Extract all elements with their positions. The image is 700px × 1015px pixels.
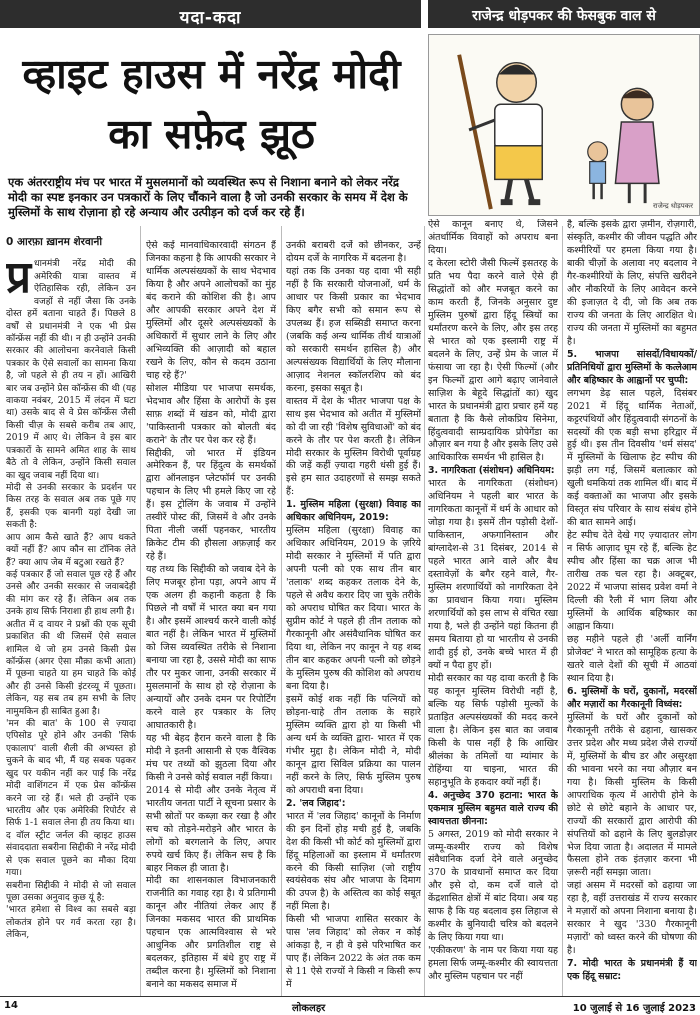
issue-date: 10 जुलाई से 16 जुलाई 2023	[572, 1003, 696, 1014]
paragraph: भारत के नागरिकता (संशोधन) अधिनियम ने पहली बार भारत के नागरिकता कानूनों में धर्म के आधार को जोड़ा गया है। इसमें तीन पड़ोसी देशों-पाकिस्तान, अफगानिस्तान और बांग्लादेश-से 31 दिसंबर, 2014 से पहले भारत आने वाले और बैध दस्तावेज़ों के बगैर रहने वाले, गैर-मुस्लिम शरणार्थियों को नागरिकता देने का प्रावधान किया गया। मुस्लिम शरणार्थियों को इस लाभ से वंचित रखा गया है, भले ही उन्होंने यहां कितना ही समय बिताया हो या भारतीय से उनकी शादी हुई हो, उनके बच्चे भारत में ही क्यों न पैदा हुए हों।	[428, 478, 558, 671]
cartoon	[428, 34, 700, 216]
paragraph: 5 अगस्त, 2019 को मोदी सरकार ने जम्मू-कश्मीर राज्य को विशेष संवैधानिक दर्जा देने वाले अनुच्छेद 370 के प्रावधानों समाप्त कर दिया और इसे दो, कम दर्जे वाले दो केंद्रशासित क्षेत्रों में बांट दिया। अब यह साफ है कि यह बदलाव इस लिहाज से कश्मीर के बुनियादी चरित्र को बदलने के लिए किया गया था।	[428, 828, 558, 944]
paragraph: द वॉल स्ट्रीट जर्नल की व्हाइट हाउस संवाददाता सबरीना सिद्दीकी ने नरेंद्र मोदी से एक सवाल पूछने का मौका दिया गया।	[6, 830, 136, 879]
column-2	[146, 240, 276, 992]
paragraph: किसी भी भाजपा शासित सरकार के पास 'लव जिहाद' को लेकर न कोई आंकड़ा है, न ही वे इसे परिभाषित कर पाए हैं। लेकिन 2022 के अंत तक कम से 11 ऐसे राज्यों ने किसी न किसी रूप में	[286, 914, 421, 991]
paragraph: यह तथ्य कि सिद्दीकी को जवाब देने के लिए मजबूर होना पड़ा, अपने आप में एक अलग ही कहानी कहता है कि पिछले नौ वर्षों में भारत क्या बन गया है। और इसमें आश्चर्य करने वाली कोई बात नहीं है। लेकिन भारत में मुस्लिमों को जिस व्यवस्थित तरीके से निशाना बनाया जा रहा है, उससे मोदी का साफ तौर पर मुकर जाना, उनकी सरकार में मुसलमानों के साथ हो रहे रोज़ाना के अन्यायों और उनके दमन पर रिपोर्टिंग करने वाले हर पत्रकार के लिए आघातकारी है।	[146, 564, 276, 731]
paragraph: 'भारत हमेशा से विश्व का सबसे बड़ा लोकतंत्र होने पर गर्व करता रहा है। लेकिन,	[6, 905, 136, 941]
section-label: यदा-कदा	[179, 8, 242, 28]
paragraph: अतीत में द वायर ने प्रश्नों की एक सूची प्रकाशित की थी जिसमें ऐसे सवाल शामिल थे जो हम उनसे किसी प्रेस कॉन्फ्रेंस (अगर ऐसा मौक़ा कभी आता) में पूछना चाहते या हम चाहते कि कोई और ही उनसे किसी इंटरव्यू में पूछता। लेकिन, यह सब तब हम सभी के लिए नामुमकिन ही साबित हुआ है।	[6, 619, 136, 717]
column-divider	[140, 226, 141, 996]
paragraph: इसमें कोई शक नहीं कि पत्नियों को छोड़ना-चाहे तीन तलाक के सहारे मुस्लिम व्यक्ति द्वारा हो या किसी भी अन्य धर्म के व्यक्ति द्वारा- भारत में एक गंभीर मुद्दा है। लेकिन मोदी ने, मोदी कानून द्वारा सिविल प्रक्रिया का पालन नहीं करने के लिए, सिर्फ मुस्लिम पुरुष को अपराधी बना दिया।	[286, 693, 421, 796]
paragraph: 2014 से मोदी और उनके नेतृत्व में भारतीय जनता पार्टी ने सूचना प्रसार के सभी स्रोतों पर कब्ज़ा कर रखा है और सच को तोड़ने-मरोड़ने और भारत के लोगों को बरगलाने के लिए, अपार रुपये खर्च किए हैं। लेकिन सच है कि बाहर निकल ही जाता है।	[146, 784, 276, 874]
paragraph: उनकी बराबरी दर्जे को छीनकर, उन्हें दोयम दर्जे के नागरिक में बदलना है।	[286, 240, 421, 264]
page-footer	[0, 998, 700, 1015]
paragraph: मोदी का शासनकाल विभाजनकारी राजनीति का गवाह रहा है। ये प्रतिगामी कानून और नीतियां लेकर आए हैं जिनका मकसद भारत की प्राथमिक पहचान एक आत्मविश्वास से भरे आधुनिक और प्रगतिशील राष्ट्र से बदलकर, इतिहास में बंधे हुए राष्ट्र में तब्दील करना है। मुस्लिमों को निशाना बनाने का मकसद समाज में	[146, 875, 276, 991]
cartoon-illustration	[429, 35, 699, 215]
paragraph: सिद्दीकी, जो भारत में इंडियन अमेरिकन हैं, पर हिंदुत्व के समर्थकों द्वारा ऑनलाइन प्लेटफॉर्म पर उनकी पहचान के लिए भी हमले किए जा रहे हैं। इस ट्रोलिंग के जवाब में उन्होंने तस्वीरें पोस्ट कीं, जिसमें वे और उनके पिता नीली जर्सी पहनकर, भारतीय क्रिकेट टीम की हौसला अफ़ज़ाई कर रहे हैं।	[146, 447, 276, 563]
column-3	[286, 240, 421, 992]
footer-rule	[0, 996, 700, 997]
column-4	[428, 219, 558, 984]
paragraph: ऐसे कानून बनाए थे, जिसने अंतर्धार्मिक विवाहों को अपराध बना दिया।	[428, 219, 558, 256]
subheading: 1. मुस्लिम महिला (सुरक्षा) विवाह का अधिकार अधिनियम, 2019:	[286, 499, 421, 524]
cartoon-banner-label: राजेन्द्र धोड़पकर की फेसबुक वाल से	[472, 8, 656, 24]
paragraph: मुस्लिम महिला (सुरक्षा) विवाह का अधिकार अधिनियम, 2019 के ज़रिये मोदी सरकार ने मुस्लिमों में पति द्वारा अपनी पत्नी को एक साथ तीन बार 'तलाक' शब्द कहकर तलाक देने के, पहले से अवैध करार दिए जा चुके तरीके को अपराध घोषित कर दिया। भारत के सुप्रीम कोर्ट ने पहले ही तीन तलाक को गैरकानूनी और असंवैधानिक घोषित कर दिया था, लेकिन नए कानून ने यह शब्द तीन बार कहकर अपनी पत्नी को छोड़ने के मुस्लिम पुरुष की कोशिश को अपराध बना दिया है।	[286, 525, 421, 692]
paragraph: कई पत्रकार हैं जो सवाल पूछ रहे हैं और उनसे और उनकी सरकार से जवाबदेही की मांग कर रहे हैं। लेकिन अब तक उनके हाथ सिर्फ निराशा ही हाथ लगी है।	[6, 569, 136, 618]
subheading: 2. 'लव जिहाद':	[286, 797, 346, 809]
column-5	[567, 219, 697, 984]
column-1	[6, 236, 136, 942]
paragraph: जहां असम में मदरसों को ढहाया जा रहा है, वहीं उत्तराखंड में राज्य सरकार ने मज़ारों को अपना निशाना बनाया है। सरकार ने खुद '330 गैरकानूनी मज़ारों' को ध्वस्त करने की घोषणा की है।	[567, 880, 697, 957]
paragraph: हेट स्पीच देते देखे गए ज़्यादातर लोग न सिर्फ आज़ाद घूम रहे हैं, बल्कि हेट स्पीच और हिंसा का चक्र आज भी तारीख तक चल रहा है। अक्टूबर, 2022 में भाजपा सांसद प्रवेश वर्मा ने दिल्ली की रैली में भाग लिया और मुस्लिमों के आर्थिक बहिष्कार का आह्वान किया।	[567, 530, 697, 633]
column-divider	[562, 226, 563, 996]
column-divider	[424, 226, 425, 996]
paragraph: द केरला स्टोरी जैसी फिल्में इसतरह के प्रति भय पैदा करने वाले ऐसे ही सिद्धांतों को और मजबूत करने का काम करती हैं, जिनके अनुसार दुष्ट मुस्लिम पुरुषों द्वारा हिंदू स्त्रियों का धर्मांतरण करने के लिए, और इस तरह से भारत को एक इस्लामी राष्ट्र में बदलने के लिए, उन्हें प्रेम के जाल में फंसाया जा रहा है। ऐसी फिल्मों (और इन फिल्मों द्वारा आगे बढ़ाए जानेवाले साज़िश के बेहूदे सिद्धांतों का) खुद भारत के प्रधानमंत्री द्वारा प्रचार हमें यह बताता है कि कैसे लोकप्रिय सिनेमा, हिंदुत्ववादी साम्प्रदायिक प्रोपेगेंडा का औज़ार बन गया है और इसके लिए उसे आधिकारिक समर्थन भी हासिल है।	[428, 257, 558, 464]
subheading: 7. मोदी भारत के प्रधानमंत्री हैं या एक हिंदू सम्राट:	[567, 958, 697, 983]
subheading: 4. अनुच्छेद 370 हटाना: भारत के एकमात्र मुस्लिम बहुमत वाले राज्य की स्वायत्तता छीनना:	[428, 789, 558, 827]
standfirst: एक अंतरराष्ट्रीय मंच पर भारत में मुसलमानों को व्यवस्थित रूप से निशाना बनाने को लेकर नरेंद्र मोदी का स्पष्ट इनकार उन पत्रकारों के लिए चौंकाने वाला है जो उनकी सरकार के समय में देश के मुस्लिमों के साथ रोज़ाना हो रहे अन्याय और उत्पीड़न को दर्ज कर रहे हैं।	[8, 175, 408, 219]
paragraph: छह महीने पहले ही 'अर्ली वार्निंग प्रोजेक्ट' ने भारत को सामूहिक हत्या के खतरे वाले देशों की सूची में आठवां स्थान दिया है।	[567, 634, 697, 684]
subheading: 3. नागरिकता (संशोधन) अधिनियम:	[428, 465, 555, 477]
byline: 0 आरफ़ा ख़ानम शेरवानी	[6, 236, 103, 248]
drop-cap: प्र	[6, 252, 32, 304]
paragraph: आप आम कैसे खाते हैं? आप थकते क्यों नहीं हैं? आप कौन सा टॉनिक लेते हैं? क्या आप जेब में बटुआ रखते हैं?	[6, 532, 136, 568]
page-number: 14	[4, 1000, 18, 1011]
paragraph: यहां तक कि उनका यह दावा भी सही नहीं है कि सरकारी योजनाओं, धर्म के आधार पर किसी प्रकार का भेदभाव किए बगैर सभी को समान रूप से उपलब्ध हैं। हज सब्सिडी समाप्त करना (जबकि कई अन्य धार्मिक तीर्थ यात्राओं को सरकारी समर्थन हासिल है) और अल्पसंख्यक विद्यार्थियों के लिए मौलाना आज़ाद नेशनल स्कॉलरशिप को बंद करना, इसका सबूत है।	[286, 265, 421, 394]
paragraph: सोशल मीडिया पर भाजपा समर्थक, भेदभाव और हिंसा के आरोपों के इस साफ़ शब्दों में खंडन को, मोदी द्वारा 'पाकिस्तानी पत्रकार को बोलती बंद कराने' के तौर पर पेश कर रहे हैं।	[146, 382, 276, 446]
subheading: 6. मुस्लिमों के घरों, दुकानों, मदरसों और मज़ारों का गैरकानूनी विध्वंस:	[567, 685, 697, 710]
subheading: 5. भाजपा सांसदों/विधायकों/प्रतिनिधियों द्वारा मुस्लिमों के कत्लेआम और बहिष्कार के आह्वानों पर चुप्पी:	[567, 348, 697, 386]
paragraph: ऐसे कई मानवाधिकारवादी संगठन हैं जिनका कहना है कि आपकी सरकार ने धार्मिक अल्पसंख्यकों के साथ भेदभाव किया है और अपने आलोचकों का मुंह बंद कराने की कोशिश की है। आप और आपकी सरकार अपने देश में मुस्लिमों और दूसरे अल्पसंख्यकों के अधिकारों में सुधार लाने के लिए और अभिव्यक्ति की आज़ादी को बहाल रखने के लिए, कौन से कदम उठाना चाह रहे हैं?'	[146, 240, 276, 381]
paragraph: मोदी सरकार का यह दावा करती है कि यह कानून मुस्लिम विरोधी नहीं है, बल्कि यह सिर्फ पड़ोसी मुल्कों के प्रताड़ित अल्पसंख्यकों की मदद करने वाला है। लेकिन इस बात का जवाब किसी के पास नहीं है कि आखिर श्रीलंका के तमिलों या म्यांमार के रोहिंग्या या चाइना, भारत की सहानुभूति के हकदार क्यों नहीं हैं।	[428, 672, 558, 788]
cartoon-banner	[428, 0, 700, 28]
paragraph: मोदी से उनकी सरकार के प्रदर्शन पर किस तरह के सवाल अब तक पूछे गए हैं, इसकी एक बानगी यहां देखी जा सकती है:	[6, 483, 136, 531]
paragraph: मुस्लिमों के घरों और दुकानों को गैरकानूनी तरीके से ढहाना, खासकर उत्तर प्रदेश और मध्य प्रदेश जैसे राज्यों में, मुस्लिमों के बीच डर और असुरक्षा की भावना भरने का नया औज़ार बन गया है। किसी मुस्लिम के किसी आपराधिक कृत्य में आरोपी होने के छोटे से छोटे बहाने के आधार पर, राज्यों की सरकारों द्वारा आरोपी की संपत्तियों को ढहाने के लिए बुलडोज़र भेज दिया जाता है। अदालत में मामले फैसला होने तक इंतज़ार करना भी ज़रूरी नहीं समझा जाता।	[567, 711, 697, 879]
column-divider	[281, 226, 282, 996]
paragraph: 'मन की बात' के 100 से ज़्यादा एपिसोड पूरे होने और उनकी 'सिर्फ एकालाप' वाली शैली की अभ्यस्त हो चुकने के बाद भी, मैं यह सबक पढ़कर खुद पर यकीन नहीं कर पाई कि नरेंद्र मोदी वाशिंगटन में एक प्रेस कॉन्फ्रेंस करने जा रहे हैं। भले ही उन्होंने एक भारतीय और एक अमेरिकी रिपोर्टर से सिर्फ 1-1 सवाल लेना ही तय किया था।	[6, 719, 136, 829]
paragraph: वास्तव में देश के भीतर भाजपा पक्ष के साथ इस भेदभाव को अतीत में मुस्लिमों को दी जा रही 'विशेष सुविधाओं' को बंद करने के तौर पर पेश करती है। लेकिन मोदी सरकार के मुस्लिम विरोधी पूर्वाग्रह की जड़ें कहीं ज़्यादा गहरी धंसी हुई हैं। इसे हम सात उदाहरणों से समझ सकते हैं:	[286, 395, 421, 498]
paragraph: भारत में 'लव जिहाद' कानूनों के निर्माण की इन दिनों होड़ मची हुई है, जबकि देश की किसी भी कोर्ट को मुस्लिमों द्वारा हिंदू महिलाओं का इस्लाम में धर्मांतरण करने की किसी साज़िश (जो राष्ट्रीय स्वयंसेवक संघ और भाजपा के दिमाग की उपज है) के अस्तित्व का कोई सबूत नहीं मिला है।	[286, 810, 421, 913]
paragraph: है, बल्कि इसके द्वारा ज़मीन, रोज़गारी, संस्कृति, कश्मीर की जीवन पद्धति और कश्मीरियों पर हमला किया गया है। बाकी चीज़ों के अलावा नए बदलाव ने गैर-कश्मीरियों के लिए, संपत्ति खरीदने और नौकरियों के लिए आवेदन करने की इजाज़त दे दी, जो कि अब तक राज्य की जनता के लिए आरक्षित थे। राज्य की जनता में मुस्लिमों का बहुमत है।	[567, 219, 697, 347]
paragraph: धानमंत्री नरेंद्र मोदी की अमेरिकी यात्रा वास्तव में ऐतिहासिक रही, लेकिन उन वजहों से नहीं जैसा कि उनके दोस्त हमें बताना चाहते हैं। पिछले 8 वर्षों से प्रधानमंत्री ने एक भी प्रेस कॉन्फ्रेंस नहीं की थी। न ही उन्होंने उनकी सरकार की आलोचना करनेवाले किसी पत्रकार के ऐसे सवालों का सामना किया है, जो पहले से ही तय न हों। आखिरी बार जब उन्होंने प्रेस कॉन्फ्रेंस की थी (यह वाकया नवंबर, 2015 में लंदन में घटा था) उसके बाद से वे प्रेस कॉन्फ्रेंस जैसी किसी चीज़ के सबसे करीब तब आए, 2019 में आए थे। लेकिन वे इस बार पत्रकारों के सामने अमित शाह के साथ बैठे तो वे लेकिन, उन्होंने किसी सवाल का खुद जवाब नहीं दिया था।	[6, 259, 136, 481]
paragraph: 'एकीकरण' के नाम पर किया गया यह हमला सिर्फ जम्मू-कश्मीर की स्वायत्तता और मुस्लिम पहचान पर नहीं	[428, 945, 558, 983]
cartoon-caption: राजेन्द्र धोड़पकर	[652, 202, 693, 210]
magazine-name: लोकलहर	[292, 1003, 326, 1014]
paragraph: सबरीना सिद्दीकी ने मोदी से जो सवाल पूछा उसका अनुवाद कुछ यूं है:	[6, 880, 136, 903]
paragraph: यह भी बेहद हैरान करने वाला है कि मोदी ने इतनी आसानी से एक वैश्विक मंच पर तथ्यों को झुठला दिया और किसी ने उनसे कोई सवाल नहीं किया।	[146, 732, 276, 783]
section-banner	[0, 0, 421, 28]
headline: व्हाइट हाउस में नरेंद्र मोदी का सफ़ेद झूठ	[22, 50, 401, 158]
paragraph: लगभग डेढ़ साल पहले, दिसंबर 2021 में हिंदू धार्मिक नेताओं, कट्टरपंथियों और हिंदुत्ववादी संगठनों के सदस्यों की एक बड़ी सभा हरिद्वार में हुई थी। इस तीन दिवसीय 'धर्म संसद' में मुस्लिमों के खिलाफ हेट स्पीच की झड़ी लग गई, जिसमें बलात्कार को खुली धमकियां तक शामिल थीं। बाद में कई वक्ताओं का भाजपा और इसके विस्तृत संघ परिवार के साथ संबंध होने की बात सामने आई।	[567, 387, 697, 529]
